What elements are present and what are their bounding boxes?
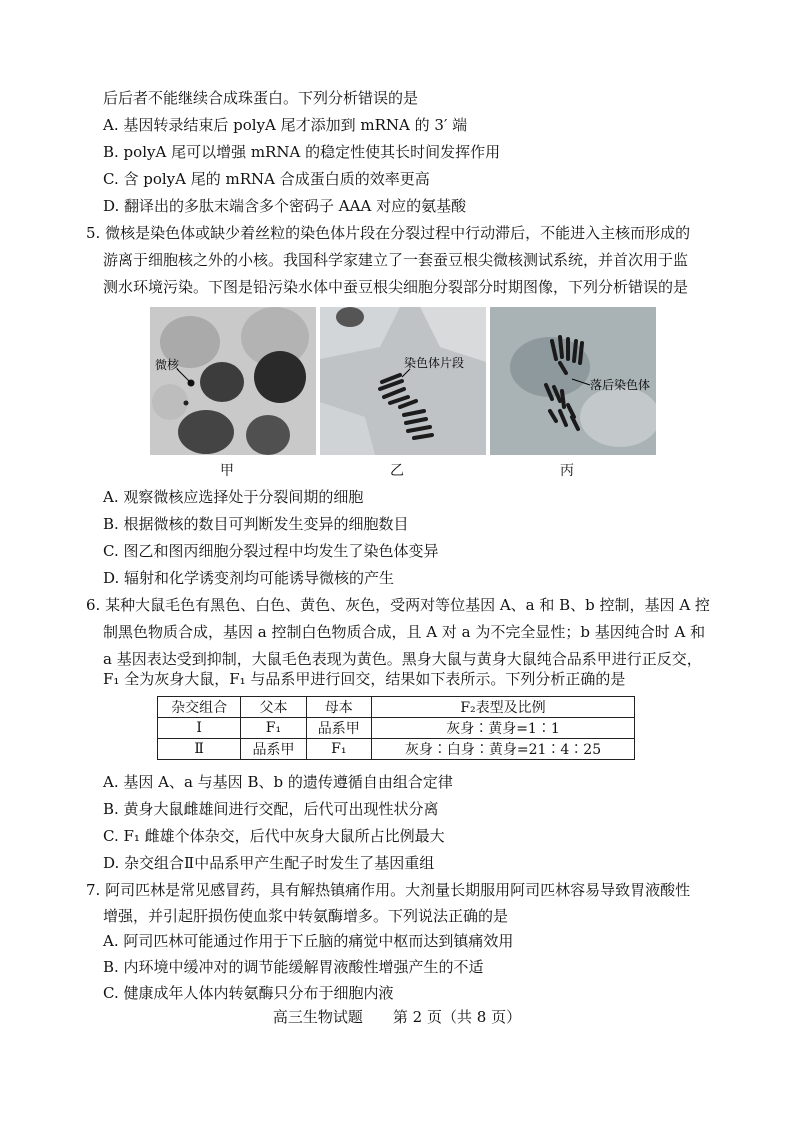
micrograph-jia [150, 307, 316, 455]
cross-results-table [157, 696, 635, 760]
table-cell: F₁ [306, 739, 371, 760]
micrograph-bing [490, 307, 656, 455]
q7-option-c: C. 健康成年人体内转氨酶只分布于细胞内液 [103, 984, 394, 1002]
q5-option-c: C. 图乙和图丙细胞分裂过程中均发生了染色体变异 [103, 542, 439, 560]
figure-label-yi: 乙 [390, 463, 404, 479]
annotation-lagging-chromosome: 落后染色体 [590, 378, 651, 392]
q6-option-a: A. 基因 A、a 与基因 B、b 的遗传遵循自由组合定律 [103, 773, 453, 791]
q6-stem-line-1: 6. 某种大鼠毛色有黑色、白色、黄色、灰色，受两对等位基因 A、a 和 B、b 控制，基因 A 控 [86, 596, 710, 614]
q5-stem-line-1: 5. 微核是染色体或缺少着丝粒的染色体片段在分裂过程中行动滞后，不能进入主核而形成的 [86, 224, 691, 242]
q4-option-c: C. 含 polyA 尾的 mRNA 合成蛋白质的效率更高 [103, 170, 430, 188]
q6-option-d: D. 杂交组合Ⅱ中品系甲产生配子时发生了基因重组 [103, 854, 435, 872]
table-cell: 品系甲 [241, 739, 306, 760]
table-header-row [158, 697, 635, 718]
table-row [158, 718, 635, 739]
q5-stem-line-3: 测水环境污染。下图是铅污染水体中蚕豆根尖细胞分裂部分时期图像，下列分析错误的是 [103, 278, 689, 296]
q4-stem-tail: 后后者不能继续合成珠蛋白。下列分析错误的是 [103, 89, 419, 107]
q7-stem-line-1: 7. 阿司匹林是常见感冒药，具有解热镇痛作用。大剂量长期服用阿司匹林容易导致胃液酸性 [86, 881, 691, 899]
q5-stem-line-2: 游离于细胞核之外的小核。我国科学家建立了一套蚕豆根尖微核测试系统，并首次用于监 [103, 251, 689, 269]
table-header-cell: 杂交组合 [158, 697, 241, 718]
q6-stem-line-4: F₁ 全为灰身大鼠，F₁ 与品系甲进行回交，结果如下表所示。下列分析正确的是 [103, 670, 626, 688]
table-header-cell: 母本 [306, 697, 371, 718]
table-cell: 灰身∶黄身=1∶1 [371, 718, 634, 739]
figure-label-bing: 丙 [560, 463, 574, 479]
table-cell: Ⅰ [158, 718, 241, 739]
q4-option-d: D. 翻译出的多肽末端含多个密码子 AAA 对应的氨基酸 [103, 197, 467, 215]
q4-option-a: A. 基因转录结束后 polyA 尾才添加到 mRNA 的 3′ 端 [103, 116, 468, 134]
q7-option-a: A. 阿司匹林可能通过作用于下丘脑的痛觉中枢而达到镇痛效用 [103, 932, 514, 950]
q7-stem-line-2: 增强，并引起肝损伤使血浆中转氨酶增多。下列说法正确的是 [103, 907, 509, 925]
q6-option-c: C. F₁ 雌雄个体杂交，后代中灰身大鼠所占比例最大 [103, 827, 445, 845]
q4-option-b: B. polyA 尾可以增强 mRNA 的稳定性使其长时间发挥作用 [103, 143, 501, 161]
table-header-cell: F₂表型及比例 [371, 697, 634, 718]
table-row [158, 739, 635, 760]
page-footer: 高三生物试题 第 2 页（共 8 页） [272, 1008, 522, 1026]
table-cell: 灰身∶白身∶黄身=21∶4∶25 [371, 739, 634, 760]
q5-option-b: B. 根据微核的数目可判断发生变异的细胞数目 [103, 515, 409, 533]
annotation-chromosome-fragment: 染色体片段 [404, 356, 465, 370]
q6-stem-line-2: 制黑色物质合成，基因 a 控制白色物质合成，且 A 对 a 为不完全显性；b 基因纯合时 A 和 [103, 623, 706, 641]
micrograph-figure [150, 307, 656, 455]
figure-label-jia: 甲 [220, 463, 234, 479]
q5-option-d: D. 辐射和化学诱变剂均可能诱导微核的产生 [103, 569, 395, 587]
q7-option-b: B. 内环境中缓冲对的调节能缓解胃液酸性增强产生的不适 [103, 958, 484, 976]
q6-stem-line-3: a 基因表达受到抑制，大鼠毛色表现为黄色。黑身大鼠与黄身大鼠纯合品系甲进行正反交， [103, 650, 702, 668]
annotation-micronucleus: 微核 [155, 358, 180, 372]
q6-option-b: B. 黄身大鼠雌雄间进行交配，后代可出现性状分离 [103, 800, 439, 818]
table-header-cell: 父本 [241, 697, 306, 718]
table-cell: F₁ [241, 718, 306, 739]
q5-option-a: A. 观察微核应选择处于分裂间期的细胞 [103, 488, 364, 506]
micrograph-yi [320, 307, 486, 455]
table-cell: Ⅱ [158, 739, 241, 760]
table-cell: 品系甲 [306, 718, 371, 739]
